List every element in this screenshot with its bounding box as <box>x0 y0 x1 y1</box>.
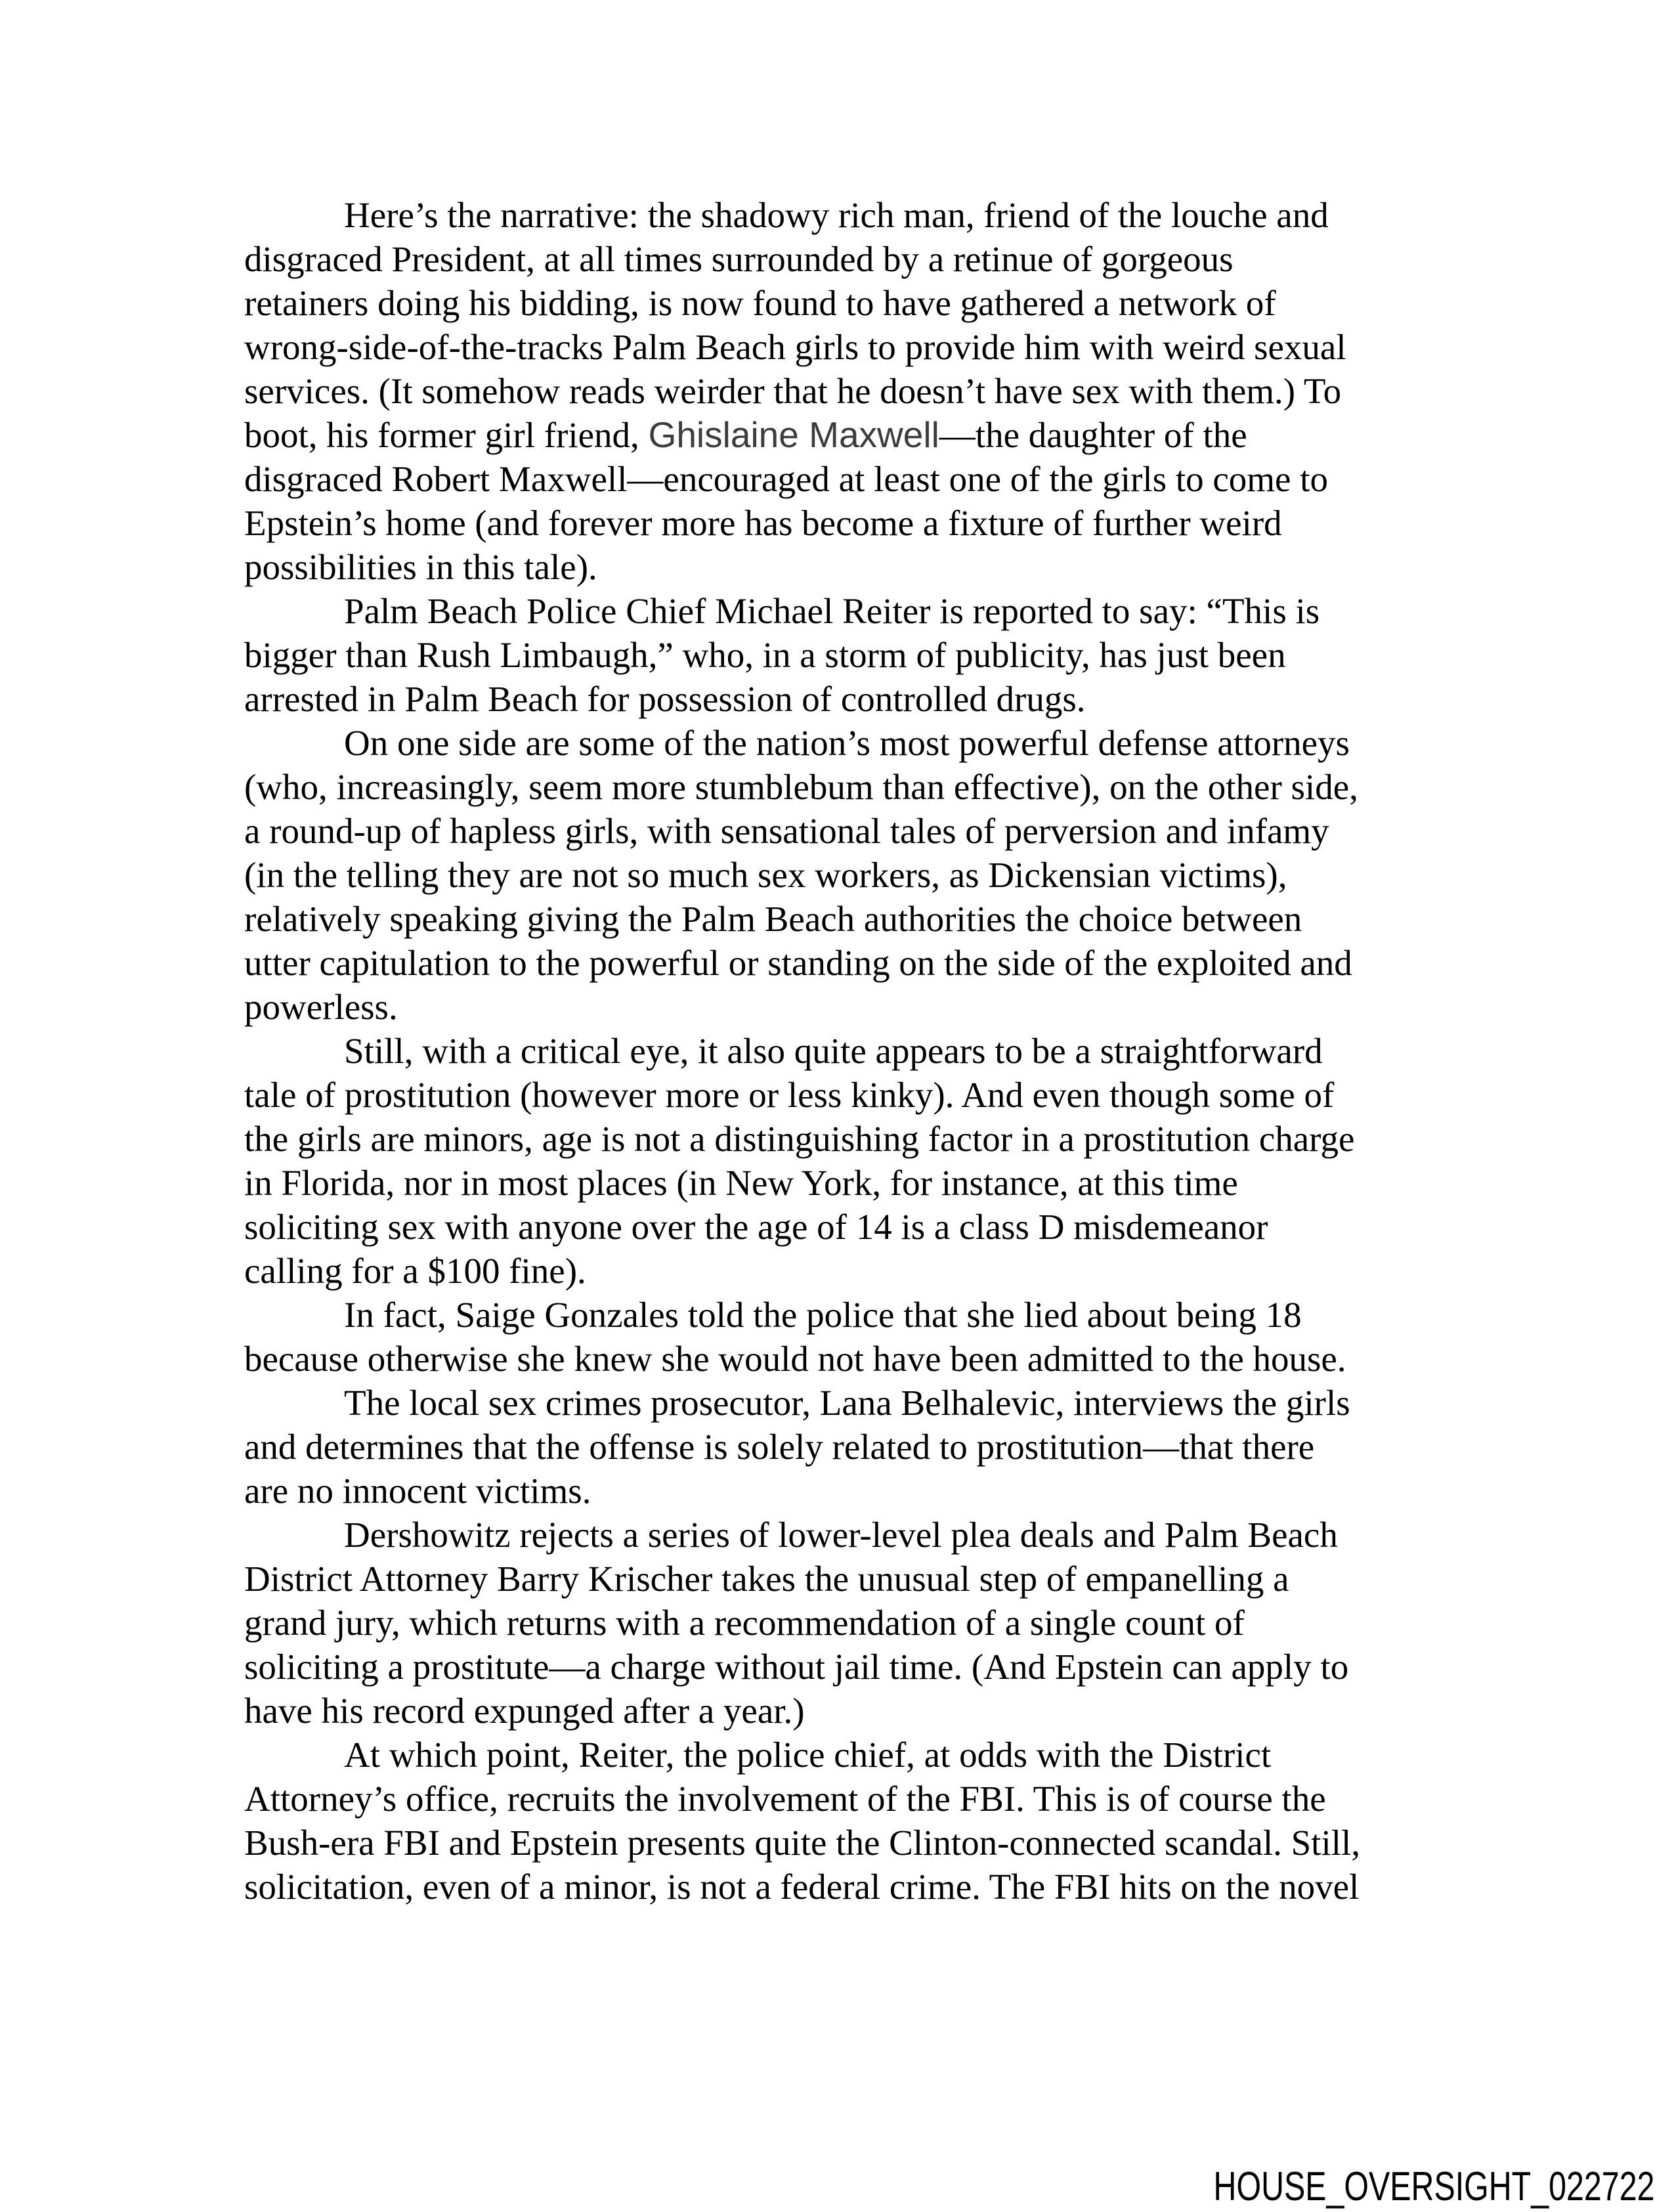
text-line <box>244 897 1446 941</box>
text-segment: District Attorney Barry Krischer takes the unusual step of empanelling a <box>244 1559 1289 1599</box>
text-line <box>244 589 1446 633</box>
text-line <box>244 501 1446 545</box>
text-line <box>244 1205 1446 1249</box>
ghislaine-maxwell-highlight: Ghislaine Maxwell <box>648 414 939 455</box>
text-segment: disgraced President, at all times surrounded by a retinue of gorgeous <box>244 239 1234 279</box>
text-segment: Here’s the narrative: the shadowy rich man, friend of the louche and <box>344 195 1329 235</box>
text-line <box>244 325 1446 369</box>
text-line <box>244 1117 1446 1161</box>
text-segment: At which point, Reiter, the police chief, at odds with the District <box>344 1735 1272 1775</box>
text-segment: because otherwise she knew she would not have been admitted to the house. <box>244 1339 1346 1379</box>
text-segment: disgraced Robert Maxwell—encouraged at least one of the girls to come to <box>244 459 1328 499</box>
text-line <box>244 1249 1446 1293</box>
text-segment: the girls are minors, age is not a distinguishing factor in a prostitution charge <box>244 1119 1355 1159</box>
paragraph <box>244 1293 1446 1381</box>
text-line <box>244 985 1446 1029</box>
text-line <box>244 413 1446 457</box>
paragraph <box>244 1381 1446 1513</box>
text-line <box>244 237 1446 281</box>
text-line <box>244 1161 1446 1205</box>
text-segment: soliciting sex with anyone over the age of 14 is a class D misdemeanor <box>244 1207 1268 1247</box>
text-segment: services. (It somehow reads weirder that he doesn’t have sex with them.) To <box>244 371 1342 411</box>
text-segment: (in the telling they are not so much sex workers, as Dickensian victims), <box>244 855 1287 895</box>
text-line <box>244 853 1446 897</box>
text-segment: powerless. <box>244 987 398 1027</box>
text-line <box>244 369 1446 413</box>
text-line <box>244 1073 1446 1117</box>
text-line <box>244 1029 1446 1073</box>
text-line <box>244 1777 1446 1821</box>
text-segment: Still, with a critical eye, it also quite appears to be a straightforward <box>344 1031 1323 1071</box>
text-line <box>244 1513 1446 1557</box>
text-segment: solicitation, even of a minor, is not a federal crime. The FBI hits on the novel <box>244 1867 1360 1907</box>
text-line <box>244 193 1446 237</box>
text-segment: Dershowitz rejects a series of lower-level plea deals and Palm Beach <box>344 1515 1338 1555</box>
text-line <box>244 765 1446 809</box>
text-segment: have his record expunged after a year.) <box>244 1691 805 1731</box>
text-line <box>244 1381 1446 1425</box>
text-line <box>244 1469 1446 1513</box>
text-segment: soliciting a prostitute—a charge without jail time. (And Epstein can apply to <box>244 1647 1349 1687</box>
text-segment: and determines that the offense is solely related to prostitution—that there <box>244 1427 1315 1467</box>
text-segment: in Florida, nor in most places (in New York, for instance, at this time <box>244 1163 1238 1203</box>
text-segment: Attorney’s office, recruits the involvement of the FBI. This is of course the <box>244 1779 1326 1819</box>
text-segment: arrested in Palm Beach for possession of controlled drugs. <box>244 679 1086 719</box>
text-segment: Palm Beach Police Chief Michael Reiter is reported to say: “This is <box>344 591 1320 631</box>
paragraph <box>244 721 1446 1029</box>
text-segment: utter capitulation to the powerful or standing on the side of the exploited and <box>244 943 1352 983</box>
text-segment: tale of prostitution (however more or less kinky). And even though some of <box>244 1075 1335 1115</box>
text-segment: (who, increasingly, seem more stumblebum than effective), on the other side, <box>244 767 1358 807</box>
text-segment: calling for a $100 fine). <box>244 1251 586 1291</box>
text-line <box>244 457 1446 501</box>
text-segment: grand jury, which returns with a recommendation of a single count of <box>244 1603 1245 1643</box>
text-line <box>244 1645 1446 1689</box>
text-line <box>244 721 1446 765</box>
text-segment: bigger than Rush Limbaugh,” who, in a storm of publicity, has just been <box>244 635 1286 675</box>
text-segment: are no innocent victims. <box>244 1471 591 1511</box>
text-line <box>244 1601 1446 1645</box>
text-segment: —the daughter of the <box>939 415 1247 455</box>
text-segment: Epstein’s home (and forever more has become a fixture of further weird <box>244 503 1282 543</box>
document-body <box>244 193 1446 1909</box>
text-segment: relatively speaking giving the Palm Beach authorities the choice between <box>244 899 1302 939</box>
text-segment: retainers doing his bidding, is now found to have gathered a network of <box>244 283 1276 323</box>
paragraph <box>244 1513 1446 1733</box>
text-line <box>244 1865 1446 1909</box>
text-line <box>244 809 1446 853</box>
paragraph <box>244 193 1446 589</box>
text-segment: wrong-side-of-the-tracks Palm Beach girls to provide him with weird sexual <box>244 327 1346 367</box>
text-segment: The local sex crimes prosecutor, Lana Belhalevic, interviews the girls <box>344 1383 1350 1423</box>
text-segment: Bush-era FBI and Epstein presents quite the Clinton-connected scandal. Still, <box>244 1823 1361 1863</box>
text-line <box>244 1337 1446 1381</box>
text-segment: a round-up of hapless girls, with sensational tales of perversion and infamy <box>244 811 1329 851</box>
text-line <box>244 545 1446 589</box>
paragraph <box>244 589 1446 721</box>
text-line <box>244 1733 1446 1777</box>
text-line <box>244 281 1446 325</box>
text-segment: boot, his former girl friend, <box>244 415 649 455</box>
text-segment: In fact, Saige Gonzales told the police that she lied about being 18 <box>344 1295 1302 1335</box>
text-line <box>244 1821 1446 1865</box>
text-line <box>244 1425 1446 1469</box>
text-line <box>244 1689 1446 1733</box>
text-line <box>244 677 1446 721</box>
bates-number: HOUSE_OVERSIGHT_022722 <box>1213 2164 1654 2209</box>
text-line <box>244 1557 1446 1601</box>
paragraph <box>244 1029 1446 1293</box>
text-segment: On one side are some of the nation’s most powerful defense attorneys <box>344 723 1350 763</box>
text-line <box>244 1293 1446 1337</box>
text-line <box>244 941 1446 985</box>
text-segment: possibilities in this tale). <box>244 547 597 587</box>
text-line <box>244 633 1446 677</box>
paragraph <box>244 1733 1446 1909</box>
